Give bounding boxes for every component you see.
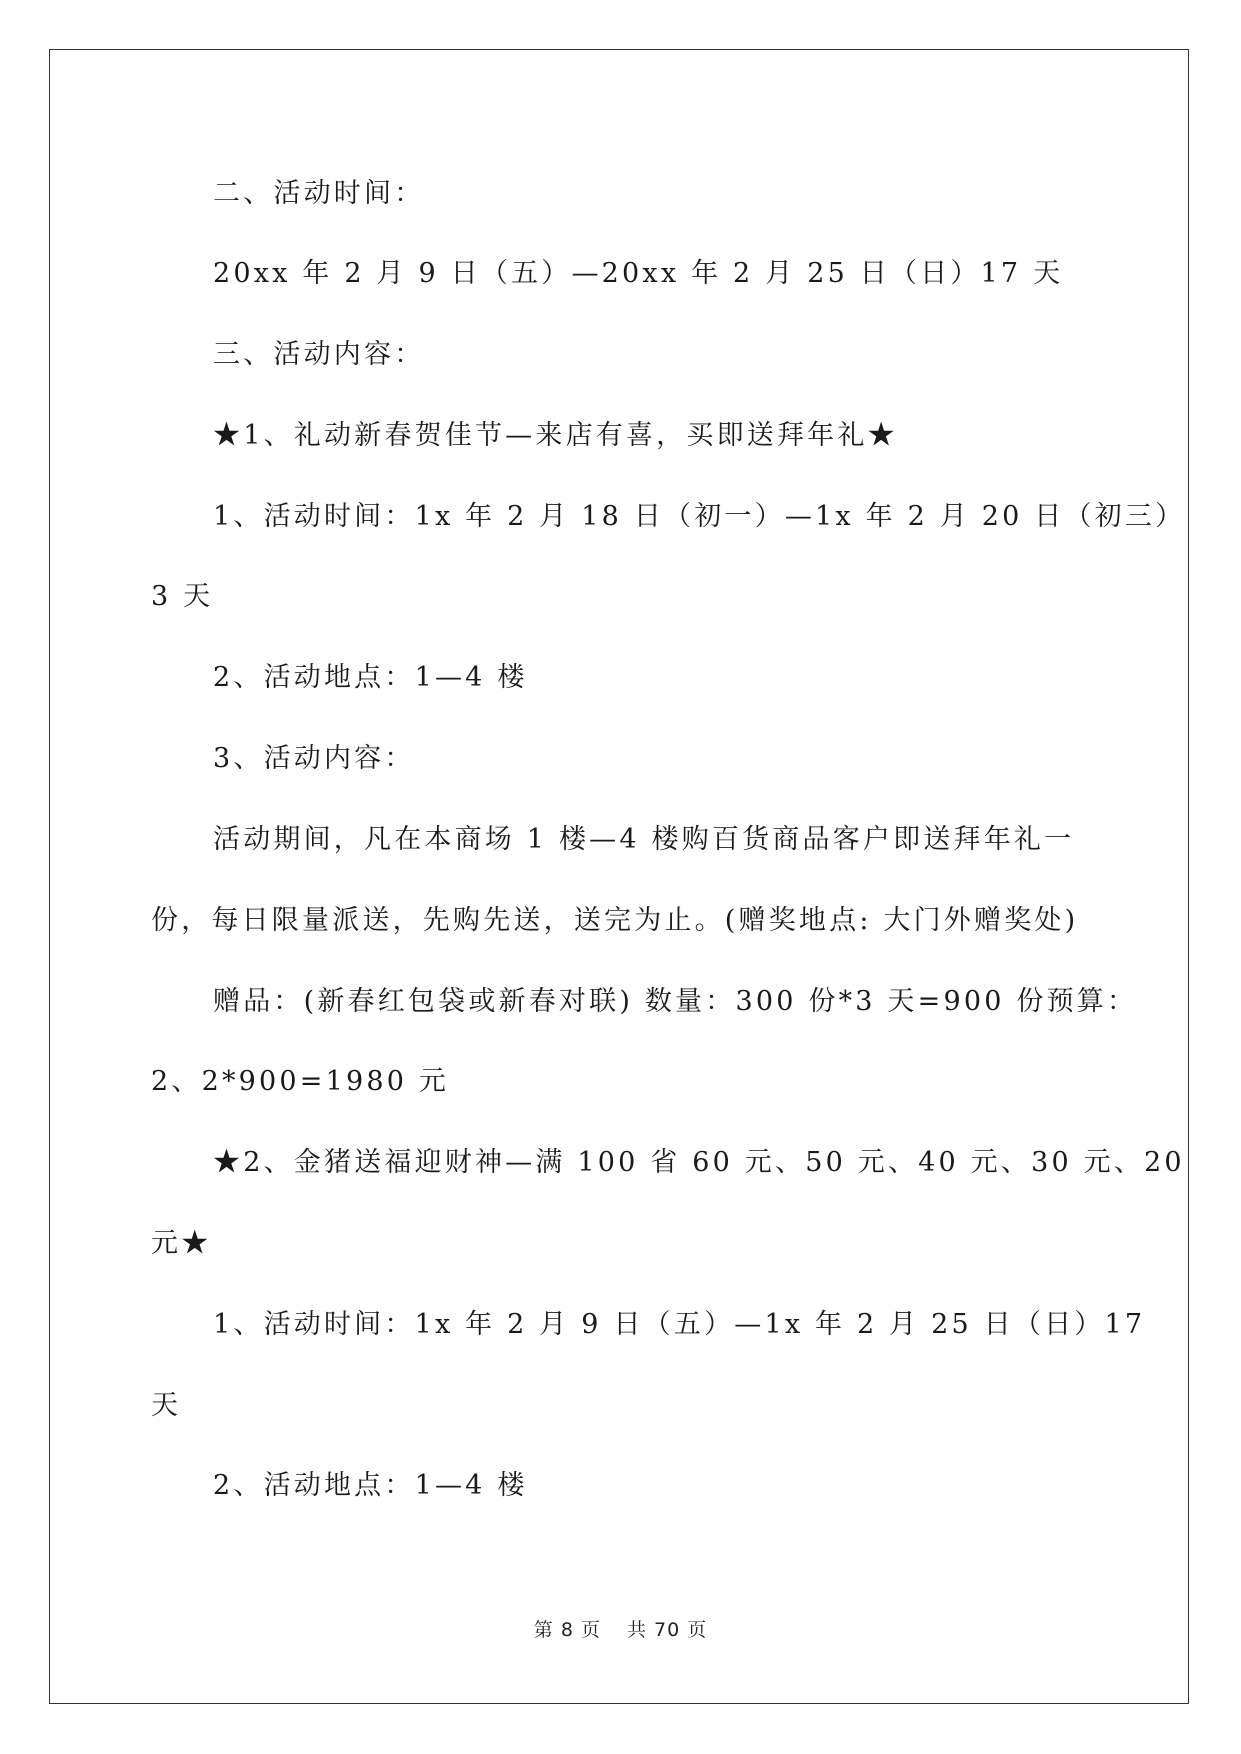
paragraph-line: 2、2*900=1980 元 xyxy=(151,1066,450,1097)
activity-title-2: ★2、金猪送福迎财神—满 100 省 60 元、50 元、40 元、30 元、20 xyxy=(213,1147,1185,1178)
paragraph-line: 3、活动内容： xyxy=(213,743,415,774)
activity-title-1: ★1、礼动新春贺佳节—来店有喜，买即送拜年礼★ xyxy=(213,420,898,451)
paragraph-line: 份，每日限量派送，先购先送，送完为止。(赠奖地点: 大门外赠奖处) xyxy=(151,905,1079,936)
page-footer xyxy=(0,1618,1241,1642)
paragraph-line: 20xx 年 2 月 9 日（五）—20xx 年 2 月 25 日（日）17 天 xyxy=(213,258,1064,289)
paragraph-line: 2、活动地点：1—4 楼 xyxy=(213,1470,528,1501)
paragraph-line: 赠品：(新春红包袋或新春对联) 数量：300 份*3 天=900 份预算： xyxy=(213,986,1138,1017)
paragraph-line: 活动期间，凡在本商场 1 楼—4 楼购百货商品客户即送拜年礼一 xyxy=(213,824,1075,855)
paragraph-line: 2、活动地点：1—4 楼 xyxy=(213,662,528,693)
page-total: 共 70 页 xyxy=(626,1619,708,1641)
paragraph-line: 1、活动时间：1x 年 2 月 18 日（初一）—1x 年 2 月 20 日（初三） xyxy=(213,501,1186,532)
paragraph-line: 天 xyxy=(151,1390,182,1421)
section-heading-content: 三、活动内容： xyxy=(213,339,425,370)
paragraph-line: 3 天 xyxy=(151,581,214,612)
page-border xyxy=(49,49,1189,1704)
paragraph-line: 元★ xyxy=(151,1228,212,1259)
section-heading-time: 二、活动时间： xyxy=(213,178,425,209)
page-number: 第 8 页 xyxy=(533,1619,601,1641)
paragraph-line: 1、活动时间：1x 年 2 月 9 日（五）—1x 年 2 月 25 日（日）17 xyxy=(213,1309,1146,1340)
